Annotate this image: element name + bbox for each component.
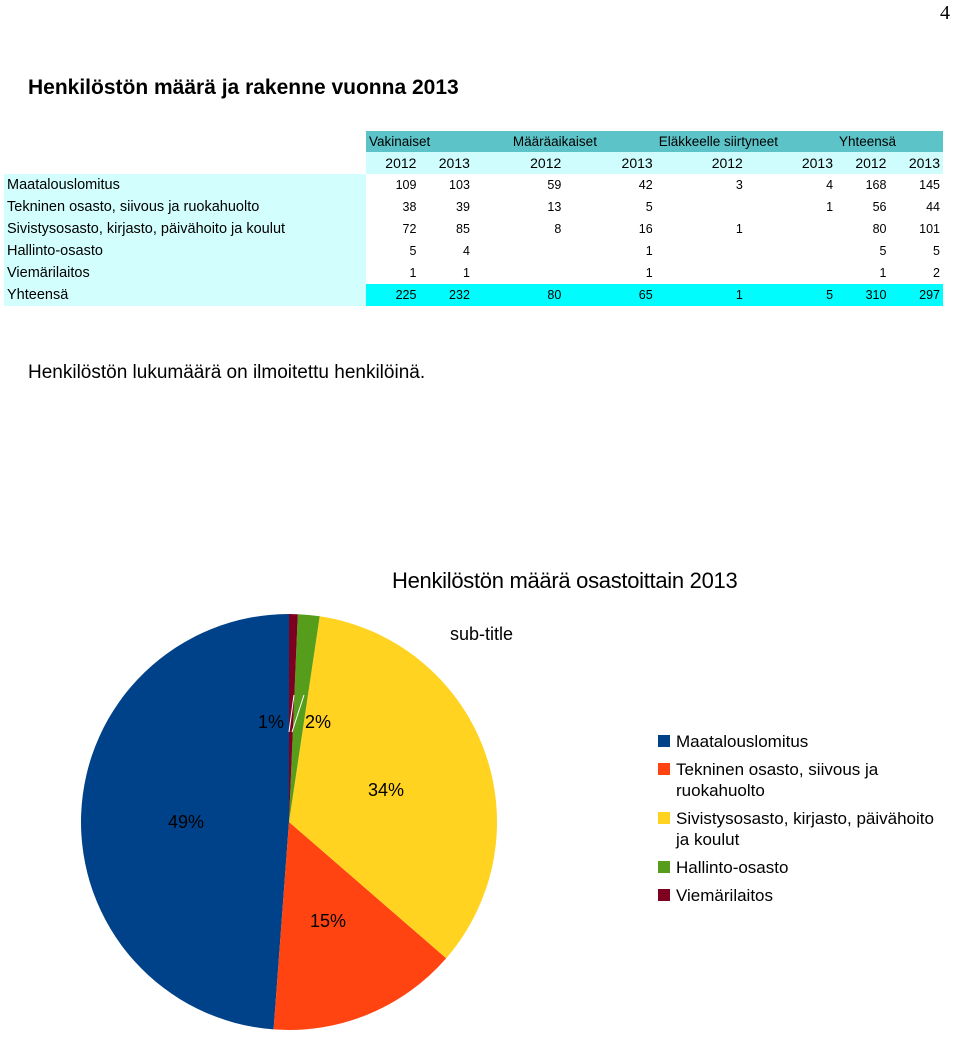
group-header-total: Yhteensä	[836, 131, 943, 152]
table-cell: 1	[564, 262, 655, 284]
table-cell: 168	[836, 174, 889, 196]
row-label: Maatalouslomitus	[4, 174, 366, 196]
table-cell: 5	[836, 240, 889, 262]
year-header-cell: 2013	[419, 152, 472, 174]
table-cell	[656, 262, 746, 284]
legend-label	[676, 886, 773, 905]
pie-data-label: 49%	[167, 812, 205, 832]
table-cell	[473, 262, 564, 284]
legend-label-line: Tekninen osasto, siivous ja	[676, 760, 879, 779]
table-cell	[746, 262, 836, 284]
legend-swatch	[658, 889, 670, 901]
legend-label-line: ja koulut	[676, 830, 740, 849]
legend-swatch	[658, 735, 670, 747]
table-cell: 72	[366, 218, 419, 240]
year-header-cell: 2013	[564, 152, 655, 174]
group-header-retired: Eläkkeelle siirtyneet	[656, 131, 836, 152]
table-cell: 5	[564, 196, 655, 218]
table-cell: 5	[366, 240, 419, 262]
pie-data-label: 2%	[304, 712, 332, 732]
table-row	[4, 218, 943, 240]
year-header-cell: 2012	[473, 152, 564, 174]
table-cell: 65	[564, 284, 655, 306]
table-note: Henkilöstön lukumäärä on ilmoitettu henkilöinä.	[28, 362, 426, 383]
table-row	[4, 240, 943, 262]
table-cell: 1	[564, 240, 655, 262]
legend-item	[658, 808, 958, 850]
table-cell: 3	[656, 174, 746, 196]
table-cell: 42	[564, 174, 655, 196]
pie-chart	[0, 600, 560, 1041]
year-header-cell: 2012	[836, 152, 889, 174]
table-cell	[656, 240, 746, 262]
year-header-cell: 2013	[889, 152, 943, 174]
table-cell: 5	[889, 240, 943, 262]
table-year-header-row	[4, 152, 943, 174]
table-cell: 13	[473, 196, 564, 218]
table-cell: 85	[419, 218, 472, 240]
table-cell: 5	[746, 284, 836, 306]
legend-swatch	[658, 861, 670, 873]
table-cell: 2	[889, 262, 943, 284]
pie-data-label: 34%	[367, 780, 405, 800]
legend-label-line: Maatalouslomitus	[676, 732, 809, 751]
legend-item	[658, 885, 958, 906]
table-row	[4, 262, 943, 284]
row-label: Hallinto-osasto	[4, 240, 366, 262]
table-cell: 8	[473, 218, 564, 240]
row-label: Yhteensä	[4, 284, 366, 306]
table-total-row	[4, 284, 943, 306]
chart-legend	[658, 731, 958, 913]
table-cell: 1	[836, 262, 889, 284]
table-cell: 1	[656, 284, 746, 306]
table-cell: 38	[366, 196, 419, 218]
group-header-permanent: Vakinaiset	[366, 131, 473, 152]
table-cell: 103	[419, 174, 472, 196]
page-number: 4	[940, 2, 950, 24]
table-corner-cell	[4, 131, 366, 152]
table-cell: 39	[419, 196, 472, 218]
legend-swatch	[658, 812, 670, 824]
legend-label-line: Sivistysosasto, kirjasto, päivähoito	[676, 809, 934, 828]
chart-title: Henkilöstön määrä osastoittain 2013	[392, 568, 738, 593]
legend-label	[676, 732, 808, 751]
table-cell: 232	[419, 284, 472, 306]
legend-label-line: ruokahuolto	[676, 781, 765, 800]
table-group-header-row	[4, 131, 943, 152]
legend-label-line: Viemärilaitos	[676, 886, 774, 905]
table-cell: 16	[564, 218, 655, 240]
row-label: Tekninen osasto, siivous ja ruokahuolto	[4, 196, 366, 218]
chart-subtitle: sub-title	[450, 624, 514, 644]
table-cell: 1	[656, 218, 746, 240]
table-cell	[746, 240, 836, 262]
table-cell	[473, 240, 564, 262]
table-cell	[746, 218, 836, 240]
table-corner-cell	[4, 152, 366, 174]
year-header-cell: 2012	[366, 152, 419, 174]
page-heading: Henkilöstön määrä ja rakenne vuonna 2013	[28, 76, 459, 99]
table-cell: 225	[366, 284, 419, 306]
table-cell: 145	[889, 174, 943, 196]
legend-swatch	[658, 763, 670, 775]
table-cell: 1	[366, 262, 419, 284]
year-header-cell: 2012	[656, 152, 746, 174]
table-cell: 101	[889, 218, 943, 240]
table-cell: 4	[746, 174, 836, 196]
table-cell: 59	[473, 174, 564, 196]
table-cell: 44	[889, 196, 943, 218]
row-label: Viemärilaitos	[4, 262, 366, 284]
table-cell: 80	[473, 284, 564, 306]
legend-label	[676, 760, 878, 800]
table-row	[4, 196, 943, 218]
staff-table	[4, 131, 943, 306]
table-cell: 80	[836, 218, 889, 240]
legend-item	[658, 857, 958, 878]
table-cell: 297	[889, 284, 943, 306]
table-cell	[656, 196, 746, 218]
legend-item	[658, 731, 958, 752]
pie-data-label: 15%	[309, 911, 347, 931]
legend-label	[676, 858, 788, 877]
legend-item	[658, 759, 958, 801]
pie-data-label: 1%	[257, 712, 285, 732]
table-cell: 4	[419, 240, 472, 262]
legend-label	[676, 809, 934, 849]
table-cell: 1	[746, 196, 836, 218]
table-cell: 109	[366, 174, 419, 196]
table-cell: 56	[836, 196, 889, 218]
table-cell: 310	[836, 284, 889, 306]
legend-label-line: Hallinto-osasto	[676, 858, 789, 877]
group-header-fixed-term: Määräaikaiset	[473, 131, 656, 152]
year-header-cell: 2013	[746, 152, 836, 174]
table-cell: 1	[419, 262, 472, 284]
table-row	[4, 174, 943, 196]
row-label: Sivistysosasto, kirjasto, päivähoito ja koulut	[4, 218, 366, 240]
